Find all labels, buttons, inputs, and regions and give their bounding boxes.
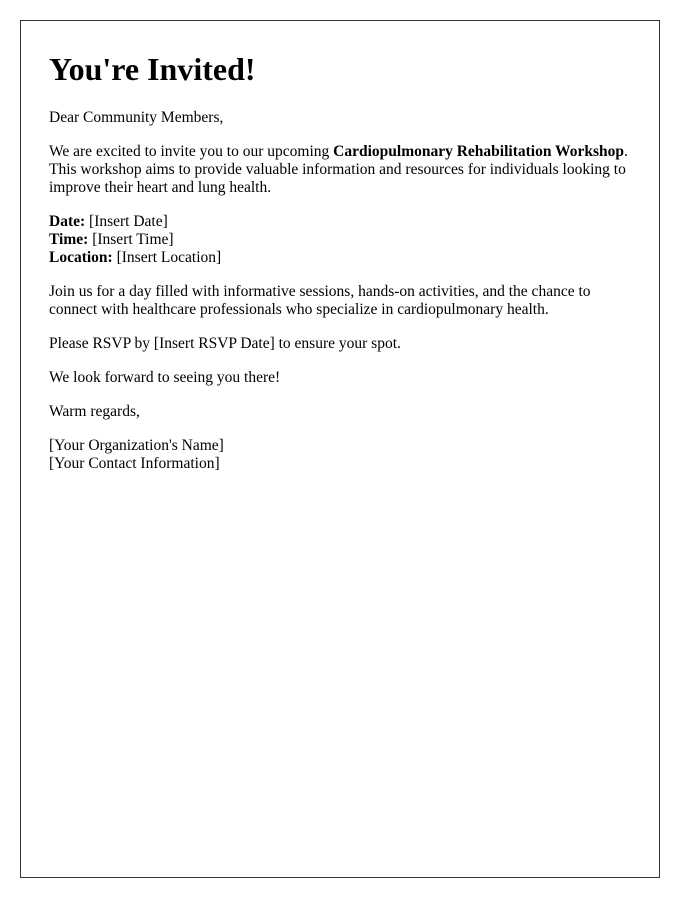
location-line bbox=[49, 249, 631, 267]
rsvp-paragraph: Please RSVP by [Insert RSVP Date] to ensure your spot. bbox=[49, 335, 401, 352]
intro-paragraph bbox=[49, 143, 631, 197]
intro-text-after: . This workshop aims to provide valuable information and resources for individuals looking to improve their heart and lung health. bbox=[49, 143, 628, 196]
date-value: [Insert Date] bbox=[85, 213, 168, 230]
letter-page bbox=[20, 20, 660, 878]
date-line bbox=[49, 213, 631, 231]
salutation: Dear Community Members, bbox=[49, 109, 224, 126]
contact-information: [Your Contact Information] bbox=[49, 455, 220, 472]
body-paragraph: Join us for a day filled with informative sessions, hands-on activities, and the chance to connect with healthcare professionals who specialize in cardiopulmonary health. bbox=[49, 283, 591, 318]
closing-line: We look forward to seeing you there! bbox=[49, 369, 281, 386]
signature-block bbox=[49, 437, 631, 473]
workshop-name: Cardiopulmonary Rehabilitation Workshop bbox=[333, 143, 624, 160]
time-value: [Insert Time] bbox=[88, 231, 174, 248]
event-details bbox=[49, 213, 631, 267]
time-label: Time: bbox=[49, 231, 89, 248]
signoff: Warm regards, bbox=[49, 403, 140, 420]
intro-text-before: We are excited to invite you to our upcoming bbox=[49, 143, 334, 160]
time-line bbox=[49, 231, 631, 249]
letter-title: You're Invited! bbox=[49, 51, 256, 87]
location-value: [Insert Location] bbox=[112, 249, 222, 266]
organization-name: [Your Organization's Name] bbox=[49, 437, 224, 454]
location-label: Location: bbox=[49, 249, 113, 266]
date-label: Date: bbox=[49, 213, 86, 230]
